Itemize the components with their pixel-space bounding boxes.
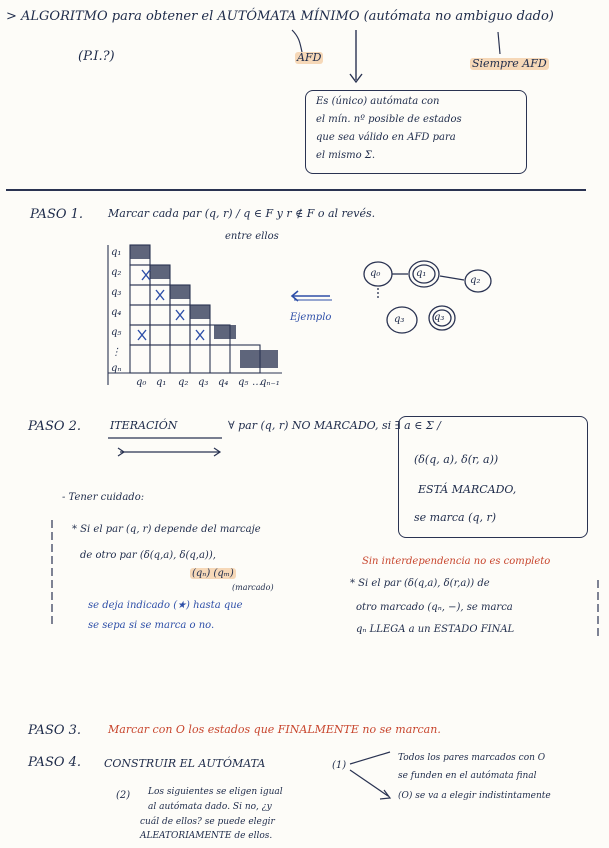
careful-note: - Tener cuidado: bbox=[62, 492, 145, 503]
paso1-text: Marcar cada par (q, r) / q ∈ F y r ∉ F o al revés. bbox=[108, 207, 376, 220]
paso4-right-1: Todos los pares marcados con O bbox=[398, 753, 546, 763]
p-note: (P.I.?) bbox=[78, 49, 115, 64]
output-label: Siempre AFD bbox=[472, 57, 547, 70]
state-label: q₁ bbox=[416, 268, 427, 279]
paso4-note-3: cuál de ellos? se puede elegir bbox=[140, 817, 275, 827]
afd-label: AFD bbox=[297, 51, 322, 64]
row-label: q₄ bbox=[111, 307, 122, 318]
paso4-text: CONSTRUIR EL AUTÓMATA bbox=[104, 757, 266, 770]
arrow-to-output bbox=[498, 32, 500, 54]
row-label: ⋮ bbox=[111, 347, 121, 358]
red-note: Sin interdependencia no es completo bbox=[362, 556, 551, 567]
paso4-label: PASO 4. bbox=[28, 755, 82, 770]
paso3-label: PASO 3. bbox=[28, 723, 82, 738]
paso1-label: PASO 1. bbox=[30, 207, 84, 222]
paso4-note-2: al autómata dado. Si no, ¿y bbox=[148, 802, 272, 812]
right-note-2: otro marcado (qₙ, −), se marca bbox=[356, 602, 513, 613]
col-label: q₅ bbox=[238, 377, 249, 388]
row-label: qₙ bbox=[111, 363, 122, 374]
condition-line-2: ESTÁ MARCADO, bbox=[418, 483, 517, 496]
condition-line-1: (δ(q, a), δ(r, a)) bbox=[414, 453, 499, 466]
left-note-3: (qₙ) (qₘ) bbox=[192, 568, 234, 579]
left-note-6: se sepa si se marca o no. bbox=[88, 620, 215, 631]
hatched-cells bbox=[130, 245, 278, 368]
col-label: q₁ bbox=[156, 377, 167, 388]
state-diagram bbox=[364, 261, 491, 333]
paso3-text: Marcar con O los estados que FINALMENTE no se marcan. bbox=[108, 723, 441, 736]
row-label: q₁ bbox=[111, 247, 122, 258]
paso4-right-3: (O) se va a elegir indistintamente bbox=[398, 791, 551, 801]
example-label: Ejemplo bbox=[290, 312, 332, 323]
state-label: q₃ bbox=[394, 314, 405, 325]
col-label: … bbox=[252, 377, 262, 388]
row-label: q₅ bbox=[111, 327, 122, 338]
paso2-label: PASO 2. bbox=[28, 419, 82, 434]
paso2-name: ITERACIÓN bbox=[110, 419, 178, 432]
row-label: q₂ bbox=[111, 267, 122, 278]
definition-line-4: el mismo Σ. bbox=[316, 150, 376, 161]
row-label: q₃ bbox=[111, 287, 122, 298]
left-note-1: * Si el par (q, r) depende del marcaje bbox=[72, 524, 261, 535]
state-label: q₀ bbox=[370, 268, 381, 279]
paso4-right-2: se funden en el autómata final bbox=[398, 771, 537, 781]
state-label: q₃ bbox=[434, 312, 445, 323]
paso2-text: ∀ par (q, r) NO MARCADO, si ∃ a ∈ Σ / bbox=[228, 419, 441, 432]
paso4-note-4: ALEATORIAMENTE de ellos. bbox=[140, 831, 273, 841]
col-label: qₙ₋₁ bbox=[260, 377, 280, 388]
page-title: > ALGORITMO para obtener el AUTÓMATA MÍNIMO (autómata no ambiguo dado) bbox=[6, 9, 554, 24]
arrow-to-afd bbox=[292, 30, 302, 52]
definition-line-1: Es (único) autómata con bbox=[316, 96, 440, 107]
col-label: q₀ bbox=[136, 377, 147, 388]
state-label: q₂ bbox=[470, 275, 481, 286]
paso4-note-label: (2) bbox=[116, 790, 131, 801]
left-note-4: (marcado) bbox=[232, 583, 274, 592]
right-note-3: qₙ LLEGA a un ESTADO FINAL bbox=[356, 624, 515, 635]
col-label: q₂ bbox=[178, 377, 189, 388]
col-label: q₄ bbox=[218, 377, 229, 388]
definition-line-2: el mín. nº posible de estados bbox=[316, 114, 462, 125]
left-note-5: se deja indicado (★) hasta que bbox=[88, 600, 243, 611]
paso4-note-1: Los siguientes se eligen igual bbox=[148, 787, 283, 797]
condition-line-3: se marca (q, r) bbox=[414, 511, 496, 524]
col-label: q₃ bbox=[198, 377, 209, 388]
paso1-sub: entre ellos bbox=[225, 231, 279, 242]
left-note-2: de otro par (δ(q,a), δ(q,a)), bbox=[80, 550, 216, 561]
right-note-1: * Si el par (δ(q,a), δ(r,a)) de bbox=[350, 578, 490, 589]
paso4-mark: (1) bbox=[332, 760, 347, 771]
definition-line-3: que sea válido en AFD para bbox=[316, 132, 456, 143]
